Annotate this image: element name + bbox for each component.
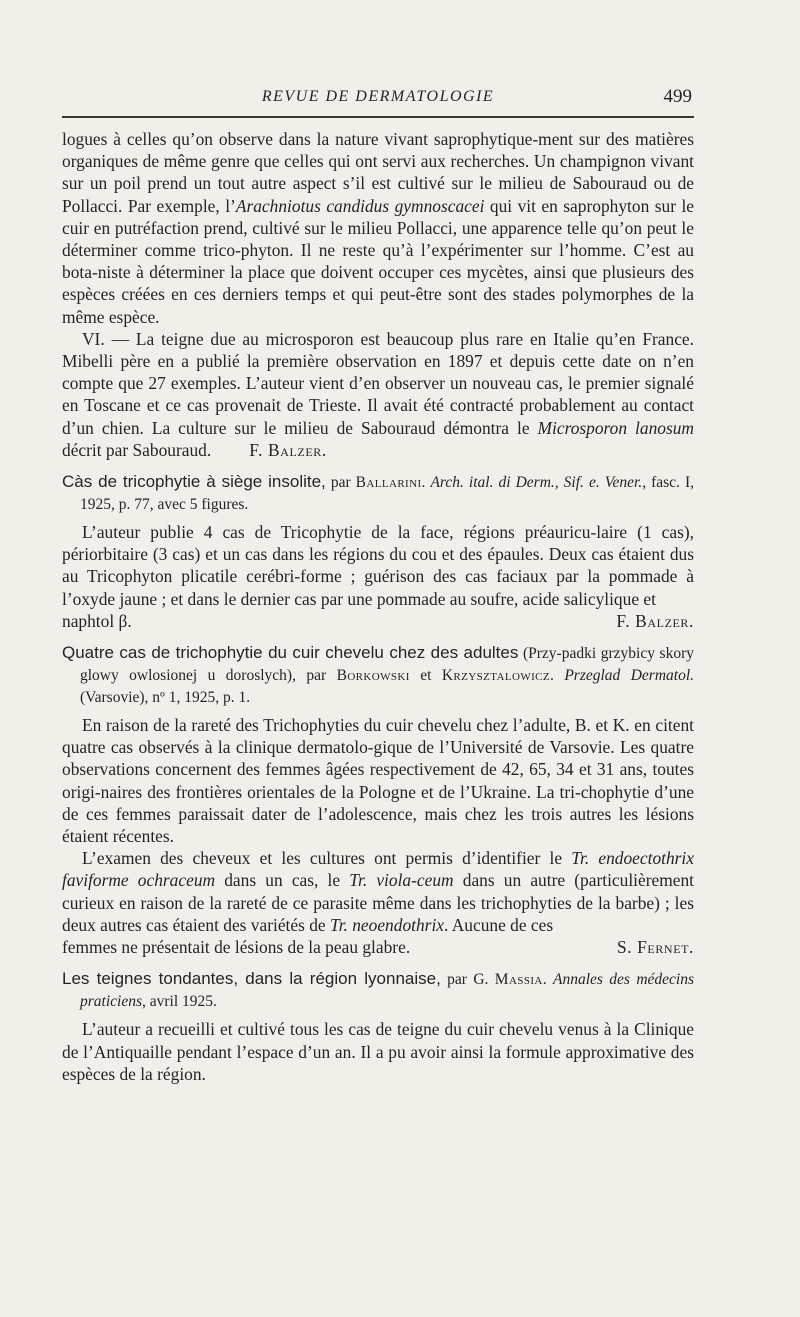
text-run: logues à celles qu’on observe dans la nature vivant saprophytique-ment sur des matières organiques de même genre que celles qui ont servi aux recherches. Un champignon vivant sur un poil prend un tout autre aspect s’il est cultivé sur le milieu de Sabouraud ou de Pollacci. Par exemple, l’ [62, 129, 694, 216]
text-run: L’examen des cheveux et les cultures ont permis d’identifier le [82, 848, 572, 869]
paragraph-continued [62, 128, 694, 328]
paragraph: L’auteur a recueilli et cultivé tous les cas de teigne du cuir chevelu venus à la Clinique de l’Antiquaille pendant l’espace d’un an. Il a pu avoir ainsi la formule approximative des espèces de la région. [62, 1019, 694, 1084]
paragraph: L’auteur publie 4 cas de Tricophytie de la face, régions préauricu-laire (1 cas), périorbitaire (3 cas) et un cas dans les régions du cou et des épaules. Deux cas étaient dus au Tricophyton plicatile cerébri-forme ; guérison des cas faciaux par la pommade à l’oxyde jaune ; et dans le dernier cas par une pommade au soufre, acide salicylique et [62, 522, 694, 609]
entry-title: Càs de tricophytie à siège insolite, [62, 472, 326, 492]
text-run: (Varsovie), nº 1, 1925, p. 1. [80, 689, 251, 707]
species-name: Tr. endoectothrix faviforme ochraceum [62, 848, 694, 891]
text-run: . [550, 667, 565, 685]
entry-title: Quatre cas de trichophytie du cuir chevelu chez des adultes [62, 643, 519, 663]
entry-body [62, 714, 694, 958]
text-run: (Przy-padki grzybicy skory glowy owlosionej u doroslych), par [80, 645, 695, 685]
paragraph-section-vi [62, 328, 694, 461]
entry-heading [62, 968, 694, 1012]
closing-line [62, 936, 694, 958]
text-run: femmes ne présentait de lésions de la peau glabre. [62, 937, 411, 958]
species-name: Arachniotus candidus gymnoscacei [235, 195, 485, 216]
entry-body [62, 1018, 694, 1085]
entry-title: Les teignes tondantes, dans la région lyonnaise, [62, 969, 441, 989]
header-rule [62, 116, 694, 118]
species-name: Tr. neoendothrix [329, 914, 444, 935]
author-name: Krzysztalowicz [441, 667, 551, 685]
paragraph [62, 847, 694, 936]
text-run: . [421, 474, 431, 492]
page-number: 499 [663, 86, 692, 107]
abstract-entry-2 [62, 642, 694, 958]
text-run: décrit par Sabouraud. [62, 439, 212, 460]
page-content [62, 128, 694, 1085]
species-name: Microsporon lanosum [537, 417, 694, 438]
entry-heading [62, 642, 694, 708]
text-run: , fasc. I, 1925, p. 77, avec 5 figures. [80, 474, 694, 514]
running-title: REVUE DE DERMATOLOGIE [261, 88, 495, 105]
abstract-entry-1 [62, 471, 694, 632]
journal-name: Annales des médecins praticiens, [80, 971, 694, 1011]
species-name: Tr. viola-ceum [349, 870, 454, 891]
text-run: par [325, 474, 356, 492]
author-name: Ballarini [355, 474, 422, 492]
page-header [62, 88, 694, 118]
text-run: et [409, 667, 442, 685]
reviewer-signature: F. Balzer. [249, 439, 327, 460]
entry-body [62, 521, 694, 632]
entry-heading [62, 471, 694, 515]
author-name: Borkowski [336, 667, 410, 685]
text-run: qui vit en saprophyton sur le cuir en putréfaction prend, cultivé sur le milieu Pollacci, une apparence telle qu’on peut le déterminer comme trico-phyton. Il ne reste qu’à l’expérimenter sur l’homme. C’est au bota-niste à déterminer la place que doivent occuper ces mycètes, ainsi que plusieurs des espèces créées en ces derniers temps et qui peut-être sont des stades polymorphes de la même espèce. [62, 195, 695, 327]
closing-line [62, 610, 694, 632]
paragraph: En raison de la rareté des Trichophyties du cuir chevelu chez l’adulte, B. et K. en citent quatre cas observés à la clinique dermatolo-gique de l’Université de Varsovie. Les quatre observations concernent des femmes âgées respectivement de 42, 65, 34 et 31 ans, toutes origi-naires des frontières orientales de la Pologne et de l’Ukraine. La tri-chophytie d’une de ces femmes paraissait dater de l’adolescence, mais chez les trois autres les lésions étaient récentes. [62, 715, 694, 847]
author-name: Massia [494, 971, 543, 989]
reviewer-signature: S. Fernet. [616, 937, 694, 958]
journal-name: Przeglad Dermatol. [564, 667, 695, 685]
text-run: avril 1925. [145, 993, 217, 1011]
text-run: dans un cas, le [215, 870, 350, 891]
text-run: dans un autre (particulièrement curieux en raison de la rareté de ce parasite même dans les trichophyties de la barbe) ; les deux autres cas étaient des variétés de [62, 870, 694, 935]
journal-name: Arch. ital. di Derm., Sif. e. Vener. [430, 474, 643, 492]
abstract-entry-3 [62, 968, 694, 1085]
text-run: . Aucune de ces [444, 914, 554, 935]
text-run: par G. [440, 971, 495, 989]
text-run: naphtol β. [62, 610, 132, 631]
reviewer-signature: F. Balzer. [616, 610, 694, 631]
text-run: . [542, 971, 553, 989]
text-run: VI. — La teigne due au microsporon est beaucoup plus rare en Italie qu’en France. Mibelli père en a publié la première observation en 1897 et depuis cette date on n’en compte que 27 exemples. L’auteur vient d’en observer un nouveau cas, le premier signalé en Toscane et ce cas provenait de Trieste. Il avait été contracté probablement au contact d’un chien. La culture sur le milieu de Sabouraud démontra le [62, 328, 694, 438]
